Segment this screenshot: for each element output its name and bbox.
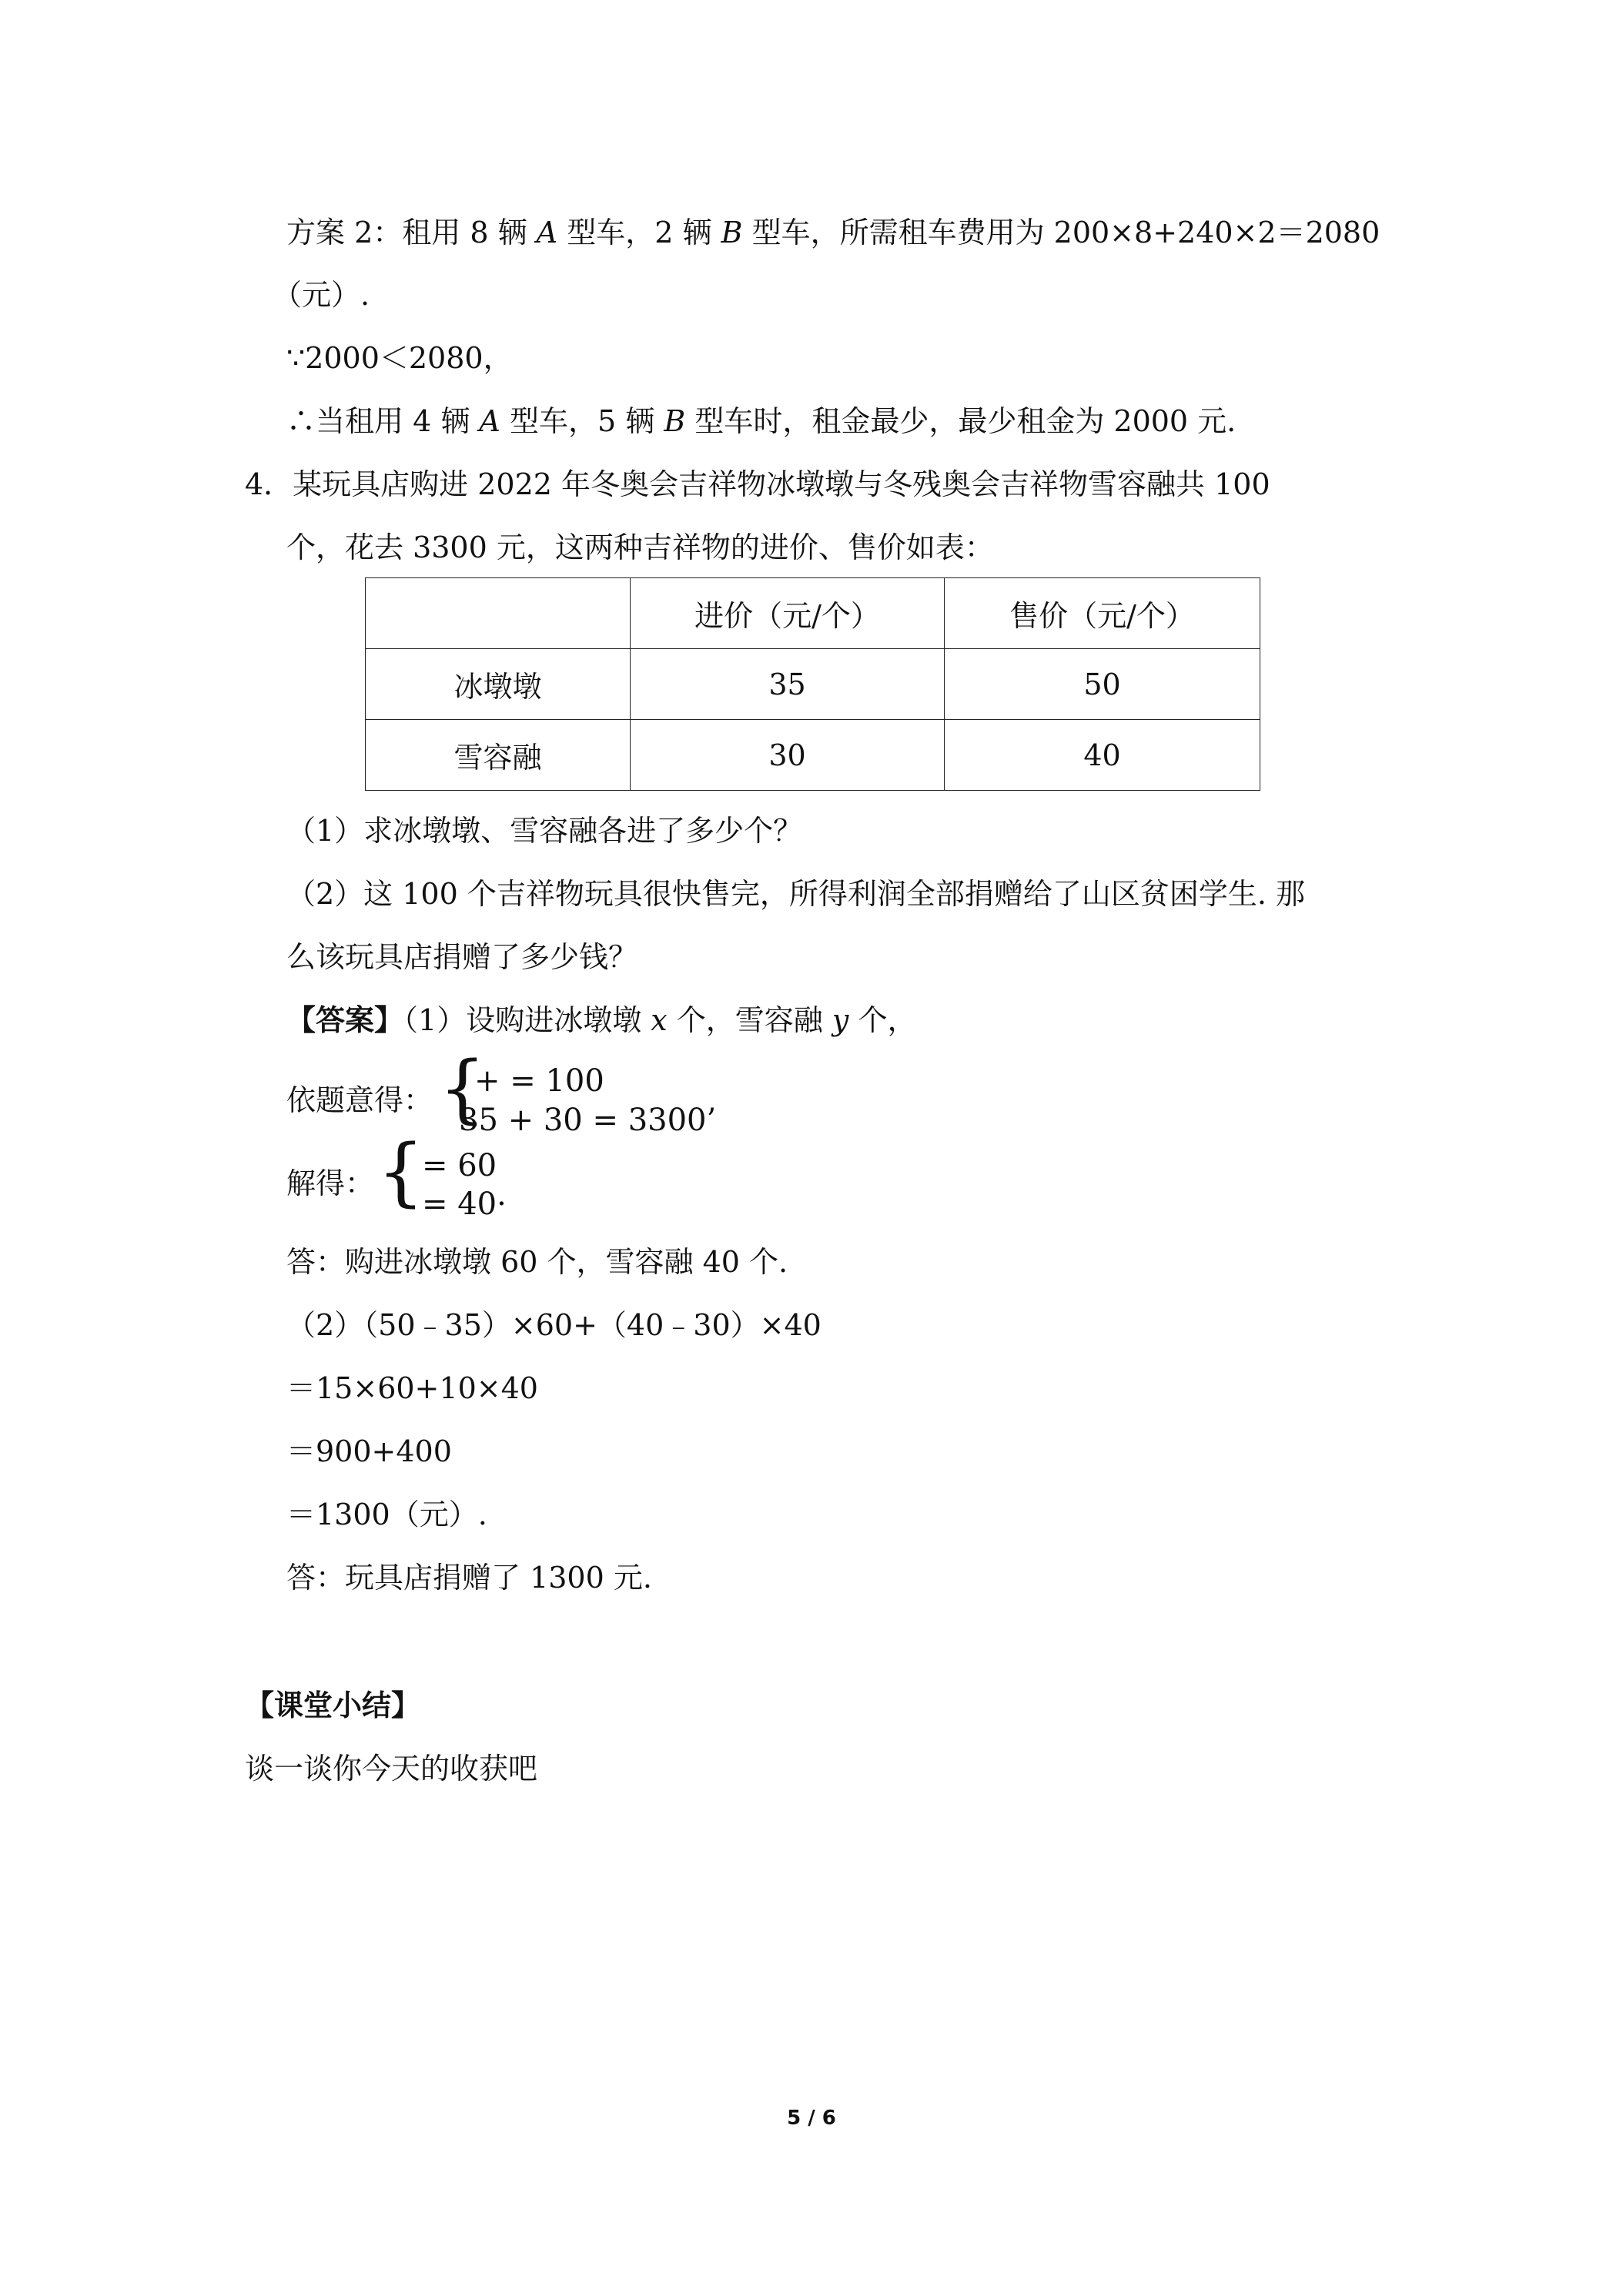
var-x: x bbox=[651, 1003, 668, 1037]
table-cell: 雪容融 bbox=[366, 720, 631, 791]
sub-question-2-line1: （2）这 100 个吉祥物玩具很快售完，所得利润全部捐赠给了山区贫困学生. 那 bbox=[286, 877, 1306, 911]
table-header-row bbox=[366, 578, 1260, 649]
plan2-prefix: 方案 2：租用 8 辆 bbox=[286, 216, 537, 249]
system-label: 依题意得： bbox=[286, 1083, 433, 1117]
answer-intro-c: 个， bbox=[848, 1003, 917, 1037]
question-4-line1: 4．某玩具店购进 2022 年冬奥会吉祥物冰墩墩与冬残奥会吉祥物雪容融共 100 bbox=[245, 467, 1270, 501]
because-line: ∵2000＜2080， bbox=[286, 341, 513, 375]
answer-intro-b: 个，雪容融 bbox=[667, 1003, 832, 1037]
answer-intro-a: （1）设购进冰墩墩 bbox=[403, 1003, 651, 1037]
therefore-prefix: ∴当租用 4 辆 bbox=[286, 404, 480, 438]
plan2-line bbox=[286, 213, 1380, 252]
plan2-continuation: （元）. bbox=[273, 278, 370, 312]
table-cell: 40 bbox=[945, 720, 1260, 791]
therefore-line bbox=[286, 402, 1236, 440]
equation-2 bbox=[459, 1102, 716, 1139]
calc-line: ＝900+400 bbox=[286, 1434, 452, 1468]
answer-tag: 【答案】 bbox=[286, 1002, 404, 1037]
table-header-cell: 售价（元/个） bbox=[945, 578, 1260, 649]
solution-dot: · bbox=[497, 1186, 507, 1222]
page-number: 5 / 6 bbox=[787, 2107, 836, 2130]
plan2-mid2: 型车，所需租车费用为 200×8+240×2＝2080 bbox=[742, 216, 1380, 249]
table-header-cell bbox=[366, 578, 631, 649]
table-header-cell: 进价（元/个） bbox=[631, 578, 945, 649]
calc-line: ＝15×60+10×40 bbox=[286, 1371, 538, 1405]
plan2-mid1: 型车，2 辆 bbox=[557, 216, 721, 249]
equation-2-text: 35 + 30 = 3300 bbox=[459, 1103, 707, 1138]
var-y: y bbox=[832, 1003, 849, 1037]
answer-intro bbox=[286, 1001, 916, 1039]
calc-line: （2）（50﹣35）×60+（40﹣30）×40 bbox=[286, 1308, 822, 1342]
equation-comma: ’ bbox=[706, 1103, 717, 1138]
table-row bbox=[366, 720, 1260, 791]
solution-1: = 60 bbox=[422, 1148, 497, 1183]
price-table bbox=[365, 577, 1260, 791]
solve-label: 解得： bbox=[286, 1166, 375, 1200]
table-cell: 30 bbox=[631, 720, 945, 791]
sub-question-1: （1）求冰墩墩、雪容融各进了多少个？ bbox=[286, 814, 803, 848]
therefore-B: B bbox=[664, 404, 686, 438]
table-row bbox=[366, 649, 1260, 720]
question-4-line2: 个，花去 3300 元，这两种吉祥物的进价、售价如表： bbox=[286, 530, 994, 564]
therefore-mid1: 型车，5 辆 bbox=[500, 404, 664, 438]
table-cell: 35 bbox=[631, 649, 945, 720]
calc-line: ＝1300（元）. bbox=[286, 1498, 487, 1531]
therefore-mid2: 型车时，租金最少，最少租金为 2000 元. bbox=[685, 404, 1236, 438]
table-cell: 冰墩墩 bbox=[366, 649, 631, 720]
equation-1: + = 100 bbox=[474, 1063, 604, 1099]
solution-brace-icon: { bbox=[377, 1129, 425, 1215]
table-cell: 50 bbox=[945, 649, 1260, 720]
plan2-B: B bbox=[721, 216, 743, 249]
solution-2-text: = 40 bbox=[422, 1186, 497, 1222]
summary-text: 谈一谈你今天的收获吧 bbox=[245, 1752, 538, 1786]
solution-2 bbox=[422, 1186, 507, 1223]
system-brace-icon: { bbox=[439, 1046, 487, 1132]
plan2-A: A bbox=[536, 216, 558, 249]
answer-1: 答：购进冰墩墩 60 个，雪容融 40 个. bbox=[286, 1245, 788, 1279]
therefore-A: A bbox=[479, 404, 500, 438]
answer-2: 答：玩具店捐赠了 1300 元. bbox=[286, 1561, 652, 1595]
sub-question-2-line2: 么该玩具店捐赠了多少钱？ bbox=[286, 940, 638, 974]
summary-heading: 【课堂小结】 bbox=[245, 1688, 421, 1722]
